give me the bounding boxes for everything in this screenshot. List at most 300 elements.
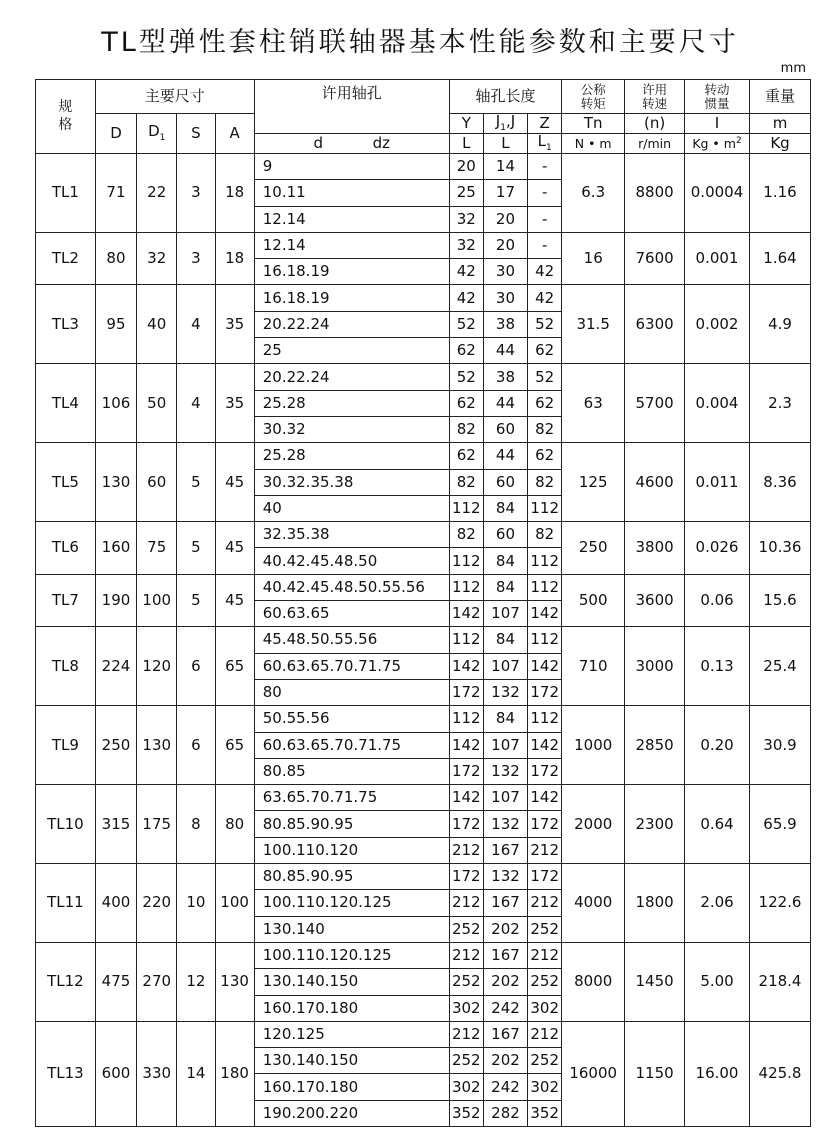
- cell-Z: -: [528, 232, 562, 258]
- cell-Z: 42: [528, 285, 562, 311]
- cell-bore-d: 40.42.45.48.50: [254, 548, 449, 574]
- header-bore-len: 轴孔长度: [449, 80, 561, 114]
- cell-torque: 500: [562, 574, 625, 627]
- cell-Y: 142: [449, 732, 483, 758]
- table-row: [36, 706, 811, 732]
- cell-Y: 112: [449, 548, 483, 574]
- cell-A: 45: [215, 443, 254, 522]
- cell-weight: 122.6: [750, 864, 811, 943]
- cell-Z: 142: [528, 732, 562, 758]
- cell-J: 38: [483, 311, 527, 337]
- cell-Y: 112: [449, 706, 483, 732]
- cell-J: 167: [483, 890, 527, 916]
- cell-bore-d: 9: [254, 154, 449, 180]
- cell-D1: 22: [137, 154, 177, 233]
- cell-torque: 31.5: [562, 285, 625, 364]
- cell-weight: 10.36: [750, 522, 811, 575]
- cell-spec: TL3: [36, 285, 96, 364]
- cell-J: 84: [483, 548, 527, 574]
- cell-A: 130: [215, 942, 254, 1021]
- header-speed-sym: (n): [625, 114, 685, 134]
- cell-Y: 172: [449, 811, 483, 837]
- cell-speed: 1800: [625, 864, 685, 943]
- cell-A: 80: [215, 785, 254, 864]
- cell-spec: TL6: [36, 522, 96, 575]
- cell-bore-d: 20.22.24: [254, 311, 449, 337]
- cell-D1: 330: [137, 1021, 177, 1126]
- cell-S: 6: [177, 627, 215, 706]
- cell-Y: 62: [449, 390, 483, 416]
- cell-weight: 2.3: [750, 364, 811, 443]
- cell-A: 35: [215, 364, 254, 443]
- header-inertia-sym: I: [685, 114, 750, 134]
- header-col-J-tail: ,J: [505, 113, 516, 130]
- cell-D1: 75: [137, 522, 177, 575]
- table-row: [36, 627, 811, 653]
- cell-spec: TL11: [36, 864, 96, 943]
- cell-spec: TL4: [36, 364, 96, 443]
- cell-Y: 82: [449, 416, 483, 442]
- cell-D1: 40: [137, 285, 177, 364]
- cell-spec: TL8: [36, 627, 96, 706]
- cell-weight: 218.4: [750, 942, 811, 1021]
- cell-bore-d: 45.48.50.55.56: [254, 627, 449, 653]
- cell-J: 167: [483, 1021, 527, 1047]
- cell-A: 18: [215, 154, 254, 233]
- cell-weight: 8.36: [750, 443, 811, 522]
- cell-S: 5: [177, 574, 215, 627]
- cell-speed: 4600: [625, 443, 685, 522]
- cell-Y: 82: [449, 469, 483, 495]
- header-torque-sym: Tn: [562, 114, 625, 134]
- cell-Y: 252: [449, 969, 483, 995]
- cell-inertia: 2.06: [685, 864, 750, 943]
- header-inertia-unit: [685, 134, 750, 154]
- cell-spec: TL13: [36, 1021, 96, 1126]
- cell-bore-d: 12.14: [254, 206, 449, 232]
- cell-inertia: 0.0004: [685, 154, 750, 233]
- cell-A: 18: [215, 232, 254, 285]
- header-col-L1-sub: 1: [546, 143, 552, 153]
- cell-Y: 142: [449, 601, 483, 627]
- cell-bore-d: 120.125: [254, 1021, 449, 1047]
- cell-speed: 1150: [625, 1021, 685, 1126]
- cell-Z: -: [528, 206, 562, 232]
- cell-J: 30: [483, 285, 527, 311]
- cell-J: 242: [483, 1074, 527, 1100]
- cell-A: 35: [215, 285, 254, 364]
- cell-bore-d: 16.18.19: [254, 285, 449, 311]
- cell-D1: 50: [137, 364, 177, 443]
- cell-spec: TL12: [36, 942, 96, 1021]
- cell-Y: 25: [449, 180, 483, 206]
- cell-spec: TL10: [36, 785, 96, 864]
- cell-A: 65: [215, 706, 254, 785]
- cell-Z: 62: [528, 338, 562, 364]
- header-inertia-text: 转动惯量: [704, 82, 730, 111]
- cell-D: 160: [95, 522, 136, 575]
- cell-torque: 1000: [562, 706, 625, 785]
- cell-bore-d: 16.18.19: [254, 259, 449, 285]
- cell-bore-d: 60.63.65.70.71.75: [254, 732, 449, 758]
- header-col-J-sub: 1: [500, 123, 506, 133]
- cell-weight: 1.16: [750, 154, 811, 233]
- cell-Z: 112: [528, 706, 562, 732]
- cell-bore-d: 25.28: [254, 443, 449, 469]
- cell-S: 14: [177, 1021, 215, 1126]
- cell-bore-d: 12.14: [254, 232, 449, 258]
- unit-label: mm: [780, 61, 806, 76]
- cell-speed: 5700: [625, 364, 685, 443]
- cell-J: 60: [483, 469, 527, 495]
- header-spec: [36, 80, 96, 154]
- cell-Y: 142: [449, 785, 483, 811]
- cell-speed: 6300: [625, 285, 685, 364]
- cell-inertia: 0.011: [685, 443, 750, 522]
- cell-A: 65: [215, 627, 254, 706]
- cell-inertia: 0.20: [685, 706, 750, 785]
- cell-torque: 4000: [562, 864, 625, 943]
- cell-Z: -: [528, 180, 562, 206]
- cell-Z: 352: [528, 1100, 562, 1126]
- cell-bore-d: 63.65.70.71.75: [254, 785, 449, 811]
- header-col-L1: [528, 134, 562, 154]
- cell-J: 17: [483, 180, 527, 206]
- cell-bore-d: 160.170.180: [254, 1074, 449, 1100]
- header-col-dz: dz: [372, 134, 390, 152]
- cell-torque: 710: [562, 627, 625, 706]
- table-row: [36, 285, 811, 311]
- cell-J: 84: [483, 706, 527, 732]
- cell-Z: 52: [528, 311, 562, 337]
- cell-Y: 62: [449, 443, 483, 469]
- cell-S: 6: [177, 706, 215, 785]
- cell-J: 132: [483, 864, 527, 890]
- table-row: [36, 785, 811, 811]
- cell-S: 5: [177, 443, 215, 522]
- cell-bore-d: 30.32.35.38: [254, 469, 449, 495]
- header-col-D: D: [95, 114, 136, 154]
- cell-J: 44: [483, 443, 527, 469]
- table-header: [36, 80, 811, 154]
- cell-Z: 302: [528, 995, 562, 1021]
- header-col-S: S: [177, 114, 215, 154]
- cell-Z: 252: [528, 969, 562, 995]
- cell-Z: 142: [528, 601, 562, 627]
- header-col-D1-main: D: [148, 122, 160, 140]
- cell-Y: 42: [449, 259, 483, 285]
- cell-torque: 125: [562, 443, 625, 522]
- cell-D: 190: [95, 574, 136, 627]
- cell-Z: 42: [528, 259, 562, 285]
- cell-bore-d: 30.32: [254, 416, 449, 442]
- cell-bore-d: 40.42.45.48.50.55.56: [254, 574, 449, 600]
- cell-D: 80: [95, 232, 136, 285]
- header-speed: [625, 80, 685, 114]
- cell-Z: 172: [528, 864, 562, 890]
- cell-weight: 30.9: [750, 706, 811, 785]
- cell-Y: 252: [449, 1048, 483, 1074]
- cell-spec: TL9: [36, 706, 96, 785]
- cell-Z: 212: [528, 942, 562, 968]
- cell-bore-d: 190.200.220: [254, 1100, 449, 1126]
- header-col-L: L: [449, 134, 483, 154]
- cell-Y: 212: [449, 1021, 483, 1047]
- cell-bore-d: 32.35.38: [254, 522, 449, 548]
- cell-spec: TL1: [36, 154, 96, 233]
- header-col-Z: Z: [528, 114, 562, 134]
- cell-D: 71: [95, 154, 136, 233]
- cell-inertia: 0.026: [685, 522, 750, 575]
- header-torque-text: 公称转矩: [580, 82, 606, 111]
- cell-Z: 112: [528, 495, 562, 521]
- cell-Z: 62: [528, 390, 562, 416]
- cell-Y: 112: [449, 574, 483, 600]
- cell-Z: 112: [528, 627, 562, 653]
- table-row: [36, 942, 811, 968]
- cell-S: 4: [177, 285, 215, 364]
- cell-D1: 32: [137, 232, 177, 285]
- cell-A: 45: [215, 574, 254, 627]
- cell-bore-d: 80: [254, 679, 449, 705]
- cell-weight: 65.9: [750, 785, 811, 864]
- cell-A: 45: [215, 522, 254, 575]
- cell-Y: 112: [449, 495, 483, 521]
- cell-inertia: 0.004: [685, 364, 750, 443]
- cell-D1: 120: [137, 627, 177, 706]
- cell-bore-d: 100.110.120.125: [254, 942, 449, 968]
- cell-torque: 2000: [562, 785, 625, 864]
- cell-bore-d: 25: [254, 338, 449, 364]
- cell-S: 3: [177, 154, 215, 233]
- cell-J: 107: [483, 785, 527, 811]
- cell-S: 5: [177, 522, 215, 575]
- cell-Z: 172: [528, 811, 562, 837]
- coupling-spec-table: [35, 79, 811, 1127]
- cell-Z: 62: [528, 443, 562, 469]
- cell-J: 107: [483, 732, 527, 758]
- cell-bore-d: 25.28: [254, 390, 449, 416]
- cell-Z: 82: [528, 522, 562, 548]
- cell-bore-d: 130.140.150: [254, 969, 449, 995]
- cell-Y: 172: [449, 864, 483, 890]
- cell-weight: 15.6: [750, 574, 811, 627]
- header-bore: [254, 80, 449, 134]
- header-col-D1: [137, 114, 177, 154]
- cell-inertia: 0.06: [685, 574, 750, 627]
- header-speed-text: 许用转速: [642, 82, 668, 111]
- cell-torque: 8000: [562, 942, 625, 1021]
- cell-Z: 112: [528, 548, 562, 574]
- cell-D1: 60: [137, 443, 177, 522]
- cell-J: 84: [483, 495, 527, 521]
- cell-J: 20: [483, 232, 527, 258]
- cell-J: 14: [483, 154, 527, 180]
- cell-Z: 172: [528, 679, 562, 705]
- cell-D1: 220: [137, 864, 177, 943]
- cell-bore-d: 10.11: [254, 180, 449, 206]
- cell-S: 10: [177, 864, 215, 943]
- cell-weight: 4.9: [750, 285, 811, 364]
- cell-J: 242: [483, 995, 527, 1021]
- cell-Z: 212: [528, 1021, 562, 1047]
- cell-Y: 252: [449, 916, 483, 942]
- cell-Z: -: [528, 154, 562, 180]
- cell-torque: 16000: [562, 1021, 625, 1126]
- table-row: [36, 232, 811, 258]
- cell-D: 600: [95, 1021, 136, 1126]
- cell-Z: 212: [528, 890, 562, 916]
- page-title: TL型弹性套柱销联轴器基本性能参数和主要尺寸: [101, 27, 739, 58]
- cell-inertia: 0.64: [685, 785, 750, 864]
- cell-Y: 42: [449, 285, 483, 311]
- header-col-D1-sub: 1: [159, 133, 166, 143]
- cell-J: 60: [483, 416, 527, 442]
- cell-torque: 6.3: [562, 154, 625, 233]
- cell-J: 107: [483, 601, 527, 627]
- cell-Y: 302: [449, 1074, 483, 1100]
- cell-J: 60: [483, 522, 527, 548]
- cell-bore-d: 50.55.56: [254, 706, 449, 732]
- cell-Z: 142: [528, 653, 562, 679]
- cell-Z: 82: [528, 416, 562, 442]
- cell-bore-d: 100.110.120: [254, 837, 449, 863]
- header-col-Y: Y: [449, 114, 483, 134]
- cell-speed: 2850: [625, 706, 685, 785]
- cell-bore-d: 80.85.90.95: [254, 811, 449, 837]
- cell-A: 180: [215, 1021, 254, 1126]
- cell-bore-d: 40: [254, 495, 449, 521]
- cell-Z: 52: [528, 364, 562, 390]
- cell-D: 130: [95, 443, 136, 522]
- cell-Z: 172: [528, 758, 562, 784]
- cell-J: 20: [483, 206, 527, 232]
- table-row: [36, 574, 811, 600]
- cell-speed: 1450: [625, 942, 685, 1021]
- cell-A: 100: [215, 864, 254, 943]
- cell-spec: TL5: [36, 443, 96, 522]
- cell-J: 44: [483, 338, 527, 364]
- cell-J: 202: [483, 969, 527, 995]
- header-col-d-dz: [254, 134, 449, 154]
- header-weight: 重量: [750, 80, 811, 114]
- cell-inertia: 16.00: [685, 1021, 750, 1126]
- cell-Y: 352: [449, 1100, 483, 1126]
- cell-spec: TL2: [36, 232, 96, 285]
- cell-Y: 32: [449, 232, 483, 258]
- cell-bore-d: 60.63.65: [254, 601, 449, 627]
- cell-bore-d: 80.85: [254, 758, 449, 784]
- cell-Y: 20: [449, 154, 483, 180]
- cell-weight: 25.4: [750, 627, 811, 706]
- cell-J: 202: [483, 916, 527, 942]
- header-weight-sym: m: [750, 114, 811, 134]
- header-main-dims: 主要尺寸: [95, 80, 254, 114]
- cell-J: 167: [483, 837, 527, 863]
- cell-spec: TL7: [36, 574, 96, 627]
- header-bore-title: 许用轴孔: [321, 84, 382, 102]
- table-row: [36, 1021, 811, 1047]
- cell-D: 106: [95, 364, 136, 443]
- cell-Z: 212: [528, 837, 562, 863]
- cell-weight: 1.64: [750, 232, 811, 285]
- table-row: [36, 864, 811, 890]
- cell-Z: 252: [528, 1048, 562, 1074]
- cell-speed: 8800: [625, 154, 685, 233]
- table-body: [36, 154, 811, 1127]
- cell-bore-d: 130.140.150: [254, 1048, 449, 1074]
- cell-speed: 3800: [625, 522, 685, 575]
- cell-J: 84: [483, 574, 527, 600]
- cell-Z: 82: [528, 469, 562, 495]
- cell-weight: 425.8: [750, 1021, 811, 1126]
- cell-Y: 112: [449, 627, 483, 653]
- cell-inertia: 5.00: [685, 942, 750, 1021]
- table-row: [36, 154, 811, 180]
- cell-J: 44: [483, 390, 527, 416]
- cell-J: 132: [483, 679, 527, 705]
- cell-Y: 212: [449, 837, 483, 863]
- header-torque: [562, 80, 625, 114]
- cell-J: 282: [483, 1100, 527, 1126]
- cell-Y: 62: [449, 338, 483, 364]
- header-weight-unit: Kg: [750, 134, 811, 154]
- cell-J: 30: [483, 259, 527, 285]
- cell-speed: 3600: [625, 574, 685, 627]
- cell-S: 4: [177, 364, 215, 443]
- cell-J: 84: [483, 627, 527, 653]
- cell-Y: 52: [449, 311, 483, 337]
- cell-bore-d: 60.63.65.70.71.75: [254, 653, 449, 679]
- table-row: [36, 443, 811, 469]
- cell-bore-d: 130.140: [254, 916, 449, 942]
- cell-Z: 302: [528, 1074, 562, 1100]
- table-row: [36, 364, 811, 390]
- header-inertia-unit-sup: 2: [735, 135, 742, 146]
- cell-Y: 82: [449, 522, 483, 548]
- cell-Y: 212: [449, 942, 483, 968]
- header-col-L1-main: L: [537, 133, 546, 150]
- cell-torque: 63: [562, 364, 625, 443]
- cell-bore-d: 80.85.90.95: [254, 864, 449, 890]
- cell-Y: 52: [449, 364, 483, 390]
- cell-J: 167: [483, 942, 527, 968]
- cell-torque: 16: [562, 232, 625, 285]
- cell-Y: 32: [449, 206, 483, 232]
- cell-D: 400: [95, 864, 136, 943]
- header-torque-unit: N • m: [562, 134, 625, 154]
- cell-speed: 7600: [625, 232, 685, 285]
- cell-J: 38: [483, 364, 527, 390]
- header-spec-text: 规格: [58, 99, 73, 133]
- cell-Y: 302: [449, 995, 483, 1021]
- cell-S: 3: [177, 232, 215, 285]
- cell-D: 315: [95, 785, 136, 864]
- cell-D1: 175: [137, 785, 177, 864]
- cell-Y: 172: [449, 758, 483, 784]
- cell-bore-d: 100.110.120.125: [254, 890, 449, 916]
- cell-Y: 172: [449, 679, 483, 705]
- cell-bore-d: 20.22.24: [254, 364, 449, 390]
- cell-inertia: 0.002: [685, 285, 750, 364]
- cell-speed: 3000: [625, 627, 685, 706]
- cell-J: 132: [483, 758, 527, 784]
- cell-inertia: 0.001: [685, 232, 750, 285]
- header-inertia-unit-main: Kg • m: [692, 136, 736, 152]
- header-inertia: [685, 80, 750, 114]
- header-speed-unit: r/min: [625, 134, 685, 154]
- cell-bore-d: 160.170.180: [254, 995, 449, 1021]
